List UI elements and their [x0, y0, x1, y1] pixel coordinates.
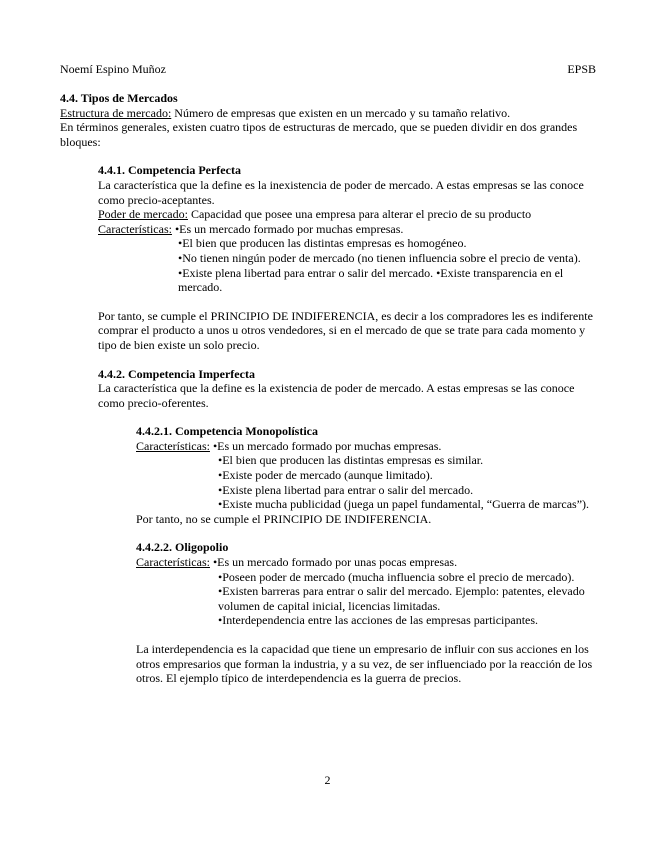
page-number: 2 — [324, 773, 331, 787]
author-name: Noemí Espino Muñoz — [60, 62, 166, 76]
definition-text: Número de empresas que existen en un mercado y su tamaño relativo. — [171, 105, 511, 120]
perfect-chars-label: Características: — [98, 221, 172, 236]
school-name: EPSB — [567, 62, 596, 76]
page-header — [60, 62, 596, 77]
list-item: •El bien que producen las distintas empresas es homogéneo. — [178, 236, 467, 251]
intro-paragraph: En términos generales, existen cuatro tipos de estructuras de mercado, que se pueden dividir en dos grandes bloques: — [60, 120, 578, 149]
monopolistic-title: 4.4.2.1. Competencia Monopolística — [136, 424, 318, 439]
perfect-competition-conclusion: Por tanto, se cumple el PRINCIPIO DE INDIFERENCIA, es decir a los compradores les es indiferente comprar el producto a unos u otros vendedores, si en el mercado de que se trate para cada momento y tipo de bien existe un solo precio. — [98, 308, 593, 352]
list-item: •Es un mercado formado por muchas empresas. — [212, 438, 442, 453]
definition-label: Estructura de mercado: — [60, 105, 172, 120]
list-item: •Existe poder de mercado (aunque limitado). — [218, 468, 433, 483]
list-item: •Es un mercado formado por unas pocas empresas. — [212, 555, 458, 570]
monopolistic-section — [60, 424, 596, 686]
list-item: •Existe plena libertad para entrar o salir del mercado. •Existe transparencia en el mercado. — [178, 265, 564, 295]
oligopoly-char-first-line — [136, 555, 596, 570]
perfect-competition-title: 4.4.1. Competencia Perfecta — [98, 163, 241, 178]
perfect-characteristics — [98, 222, 596, 295]
definition-paragraph — [60, 106, 596, 121]
imperfect-competition-desc: La característica que la define es la existencia de poder de mercado. A estas empresas se las conoce como precio-oferentes. — [98, 381, 575, 410]
page-content — [60, 91, 596, 686]
oligopoly-title: 4.4.2.2. Oligopolio — [136, 540, 229, 555]
list-item: •Es un mercado formado por muchas empresas. — [174, 221, 404, 236]
list-item: •No tienen ningún poder de mercado (no tienen influencia sobre el precio de venta). — [178, 250, 581, 265]
list-item: •Existen barreras para entrar o salir del mercado. Ejemplo: patentes, elevado volumen de capital inicial, licencias limitadas. — [218, 584, 585, 613]
perfect-competition-section — [60, 163, 596, 410]
perfect-competition-desc: La característica que la define es la inexistencia de poder de mercado. A estas empresas se las conoce como precio-aceptantes. — [98, 177, 584, 207]
imperfect-competition-title: 4.4.2. Competencia Imperfecta — [98, 366, 255, 381]
monopolistic-conclusion: Por tanto, no se cumple el PRINCIPIO DE INDIFERENCIA. — [136, 511, 432, 526]
monopolistic-char-first-line — [136, 439, 596, 454]
perfect-char-first-line — [98, 222, 596, 237]
list-item: •Existe mucha publicidad (juega un papel fundamental, “Guerra de marcas”). — [218, 497, 590, 512]
oligopoly-characteristics — [136, 555, 596, 628]
monopolistic-chars-label: Características: — [136, 438, 210, 453]
market-power-definition — [98, 207, 596, 222]
market-power-label: Poder de mercado: — [98, 207, 188, 222]
monopolistic-characteristics — [136, 439, 596, 512]
list-item: •Interdependencia entre las acciones de las empresas participantes. — [218, 613, 539, 628]
interdependence-note: La interdependencia es la capacidad que tiene un empresario de influir con sus acciones en los otros empresarios que forman la industria, y a su vez, de ser influenciado por la reacción de los otros. El ejemplo típico de interdependencia es la guerra de precios. — [136, 642, 593, 686]
section-title: 4.4. Tipos de Mercados — [60, 91, 178, 105]
oligopoly-chars-label: Características: — [136, 555, 210, 570]
market-power-text: Capacidad que posee una empresa para alterar el precio de su producto — [187, 207, 532, 222]
list-item: •Poseen poder de mercado (mucha influencia sobre el precio de mercado). — [218, 569, 575, 584]
list-item: •El bien que producen las distintas empresas es similar. — [218, 453, 484, 468]
list-item: •Existe plena libertad para entrar o salir del mercado. — [218, 482, 474, 497]
